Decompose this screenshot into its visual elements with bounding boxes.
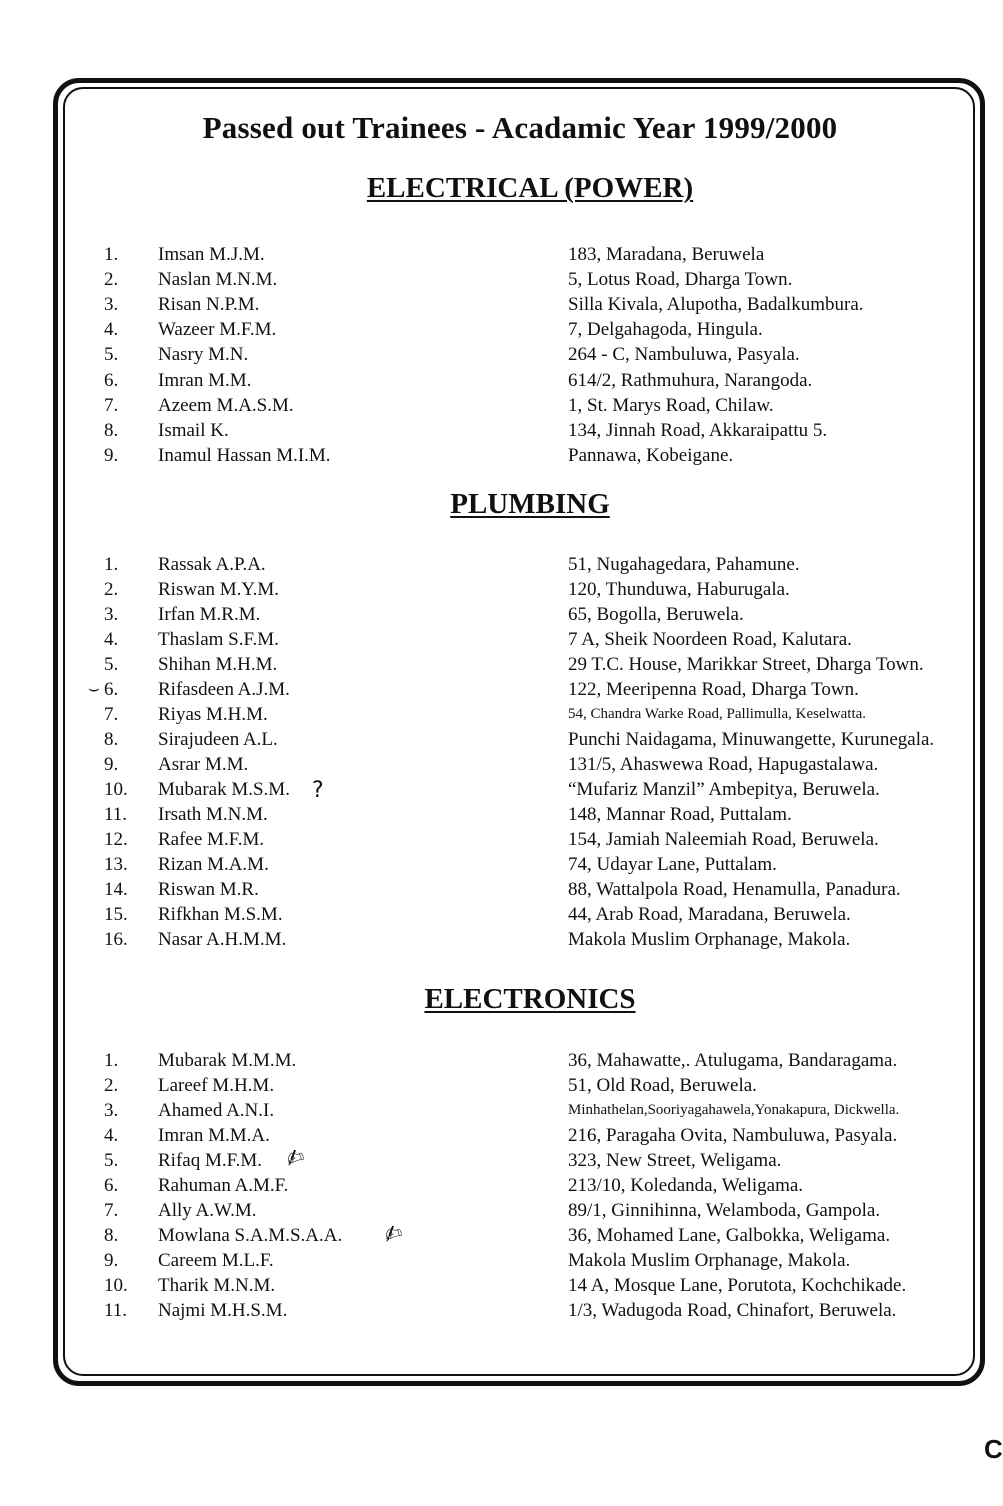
trainee-address: 54, Chandra Warke Road, Pallimulla, Keselwatta. xyxy=(568,706,867,722)
trainee-address: 264 - C, Nambuluwa, Pasyala. xyxy=(568,344,800,365)
row-number: 9. xyxy=(104,1250,119,1271)
row-number: 6. xyxy=(104,1175,119,1196)
trainee-address: 614/2, Rathmuhura, Narangoda. xyxy=(568,370,813,391)
row-number: 7. xyxy=(104,1200,119,1221)
row-number: 5. xyxy=(104,654,119,675)
trainee-name: Imsan M.J.M. xyxy=(158,244,265,265)
trainee-address: Minhathelan,Sooriyagahawela,Yonakapura, Dickwella. xyxy=(568,1102,900,1118)
trainee-address: 134, Jinnah Road, Akkaraipattu 5. xyxy=(568,420,828,441)
trainee-address: 89/1, Ginnihinna, Welamboda, Gampola. xyxy=(568,1200,881,1221)
row-number: 1. xyxy=(104,244,119,265)
trainee-address: 131/5, Ahaswewa Road, Hapugastalawa. xyxy=(568,754,879,775)
row-number: 3. xyxy=(104,1100,119,1121)
row-number: 5. xyxy=(104,1150,119,1171)
row-number: 4. xyxy=(104,629,119,650)
trainee-name: Ismail K. xyxy=(158,420,229,441)
trainee-row xyxy=(0,652,1000,677)
trainee-name: Wazeer M.F.M. xyxy=(158,319,277,340)
trainee-row xyxy=(0,852,1000,877)
trainee-address: 1/3, Wadugoda Road, Chinafort, Beruwela. xyxy=(568,1300,897,1321)
trainee-address: 65, Bogolla, Beruwela. xyxy=(568,604,744,625)
trainee-name: Mowlana S.A.M.S.A.A. xyxy=(158,1225,343,1246)
trainee-row xyxy=(0,777,1000,802)
trainee-row xyxy=(0,552,1000,577)
trainee-row xyxy=(0,418,1000,443)
trainee-name: Rifaq M.F.M. xyxy=(158,1150,263,1171)
trainee-row xyxy=(0,1298,1000,1323)
trainee-row xyxy=(0,802,1000,827)
trainee-row xyxy=(0,1173,1000,1198)
row-number: 4. xyxy=(104,319,119,340)
trainee-name: Rifasdeen A.J.M. xyxy=(158,679,290,700)
section-heading: ELECTRICAL (POWER) xyxy=(366,172,694,204)
trainee-row xyxy=(0,827,1000,852)
handwritten-scribble: ✍ xyxy=(282,1143,309,1174)
handwritten-scribble: ✍ xyxy=(380,1219,407,1250)
trainee-address: 5, Lotus Road, Dharga Town. xyxy=(568,269,793,290)
row-number: 10. xyxy=(104,1275,128,1296)
trainee-row xyxy=(0,1148,1000,1173)
row-number: 15. xyxy=(104,904,128,925)
document-title: Passed out Trainees - Acadamic Year 1999/2000 xyxy=(202,110,838,145)
trainee-row xyxy=(0,1248,1000,1273)
trainee-address: 7, Delgahagoda, Hingula. xyxy=(568,319,763,340)
trainee-row xyxy=(0,1048,1000,1073)
trainee-address: 120, Thunduwa, Haburugala. xyxy=(568,579,790,600)
trainee-address: 183, Maradana, Beruwela xyxy=(568,244,765,265)
trainee-row xyxy=(0,877,1000,902)
section-heading: PLUMBING xyxy=(450,488,610,520)
trainee-row xyxy=(0,1073,1000,1098)
trainee-row xyxy=(0,927,1000,952)
trainee-row xyxy=(0,727,1000,752)
trainee-row xyxy=(0,902,1000,927)
handwritten-question-mark: ? xyxy=(312,778,324,803)
trainee-address: 323, New Street, Weligama. xyxy=(568,1150,782,1171)
trainee-address: 44, Arab Road, Maradana, Beruwela. xyxy=(568,904,851,925)
row-number: 7. xyxy=(104,704,119,725)
trainee-row xyxy=(0,702,1000,727)
trainee-address: 1, St. Marys Road, Chilaw. xyxy=(568,395,774,416)
trainee-address: Makola Muslim Orphanage, Makola. xyxy=(568,1250,851,1271)
trainee-address: Punchi Naidagama, Minuwangette, Kurunegala. xyxy=(568,729,935,750)
row-number: 12. xyxy=(104,829,128,850)
trainee-name: Azeem M.A.S.M. xyxy=(158,395,294,416)
trainee-name: Najmi M.H.S.M. xyxy=(158,1300,288,1321)
trainee-name: Ahamed A.N.I. xyxy=(158,1100,275,1121)
handwritten-tick: ⌣ xyxy=(88,678,100,699)
trainee-name: Mubarak M.S.M. xyxy=(158,779,290,800)
trainee-address: 122, Meeripenna Road, Dharga Town. xyxy=(568,679,859,700)
trainee-row xyxy=(0,1198,1000,1223)
trainee-row xyxy=(0,577,1000,602)
trainee-name: Careem M.L.F. xyxy=(158,1250,274,1271)
row-number: 13. xyxy=(104,854,128,875)
trainee-name: Rifkhan M.S.M. xyxy=(158,904,283,925)
trainee-name: Mubarak M.M.M. xyxy=(158,1050,297,1071)
trainee-address: 29 T.C. House, Marikkar Street, Dharga Town. xyxy=(568,654,924,675)
trainee-row xyxy=(0,1098,1000,1123)
trainee-address: Silla Kivala, Alupotha, Badalkumbura. xyxy=(568,294,864,315)
trainee-name: Riswan M.R. xyxy=(158,879,259,900)
row-number: 11. xyxy=(104,804,128,825)
trainee-row xyxy=(0,393,1000,418)
trainee-name: Rafee M.F.M. xyxy=(158,829,265,850)
trainee-row xyxy=(0,627,1000,652)
trainee-address: 74, Udayar Lane, Puttalam. xyxy=(568,854,777,875)
row-number: 14. xyxy=(104,879,128,900)
trainee-row xyxy=(0,292,1000,317)
trainee-name: Rahuman A.M.F. xyxy=(158,1175,289,1196)
trainee-address: 216, Paragaha Ovita, Nambuluwa, Pasyala. xyxy=(568,1125,898,1146)
trainee-row xyxy=(0,342,1000,367)
trainee-name: Shihan M.H.M. xyxy=(158,654,278,675)
trainee-address: Makola Muslim Orphanage, Makola. xyxy=(568,929,851,950)
row-number: 2. xyxy=(104,269,119,290)
trainee-row xyxy=(0,1273,1000,1298)
trainee-name: Naslan M.N.M. xyxy=(158,269,278,290)
trainee-address: 213/10, Koledanda, Weligama. xyxy=(568,1175,804,1196)
trainee-address: 36, Mohamed Lane, Galbokka, Weligama. xyxy=(568,1225,891,1246)
trainee-name: Asrar M.M. xyxy=(158,754,249,775)
row-number: 6. xyxy=(104,679,119,700)
row-number: 1. xyxy=(104,554,119,575)
section-heading: ELECTRONICS xyxy=(424,983,636,1015)
trainee-name: Lareef M.H.M. xyxy=(158,1075,275,1096)
row-number: 3. xyxy=(104,604,119,625)
trainee-row xyxy=(0,368,1000,393)
trainee-name: Tharik M.N.M. xyxy=(158,1275,276,1296)
trainee-row xyxy=(0,242,1000,267)
row-number: 6. xyxy=(104,370,119,391)
row-number: 2. xyxy=(104,1075,119,1096)
trainee-name: Risan N.P.M. xyxy=(158,294,260,315)
trainee-name: Rassak A.P.A. xyxy=(158,554,266,575)
trainee-name: Irfan M.R.M. xyxy=(158,604,261,625)
trainee-name: Rizan M.A.M. xyxy=(158,854,269,875)
trainee-name: Imran M.M. xyxy=(158,370,252,391)
row-number: 10. xyxy=(104,779,128,800)
trainee-address: 51, Nugahagedara, Pahamune. xyxy=(568,554,800,575)
trainee-row xyxy=(0,267,1000,292)
row-number: 16. xyxy=(104,929,128,950)
row-number: 5. xyxy=(104,344,119,365)
trainee-row xyxy=(0,317,1000,342)
trainee-address: 14 A, Mosque Lane, Porutota, Kochchikade. xyxy=(568,1275,907,1296)
trainee-address: 88, Wattalpola Road, Henamulla, Panadura. xyxy=(568,879,901,900)
trainee-address: 148, Mannar Road, Puttalam. xyxy=(568,804,792,825)
trainee-address: 36, Mahawatte,. Atulugama, Bandaragama. xyxy=(568,1050,898,1071)
row-number: 11. xyxy=(104,1300,128,1321)
row-number: 3. xyxy=(104,294,119,315)
row-number: 8. xyxy=(104,1225,119,1246)
row-number: 8. xyxy=(104,420,119,441)
trainee-name: Riswan M.Y.M. xyxy=(158,579,280,600)
trainee-name: Ally A.W.M. xyxy=(158,1200,257,1221)
trainee-address: Pannawa, Kobeigane. xyxy=(568,445,734,466)
row-number: 4. xyxy=(104,1125,119,1146)
row-number: 9. xyxy=(104,754,119,775)
trainee-address: “Mufariz Manzil” Ambepitya, Beruwela. xyxy=(568,779,880,800)
trainee-address: 51, Old Road, Beruwela. xyxy=(568,1075,757,1096)
trainee-address: 7 A, Sheik Noordeen Road, Kalutara. xyxy=(568,629,852,650)
trainee-name: Sirajudeen A.L. xyxy=(158,729,278,750)
trainee-row xyxy=(0,443,1000,468)
row-number: 7. xyxy=(104,395,119,416)
trainee-row xyxy=(0,1123,1000,1148)
trainee-address: 154, Jamiah Naleemiah Road, Beruwela. xyxy=(568,829,879,850)
trainee-name: Nasar A.H.M.M. xyxy=(158,929,287,950)
trainee-name: Riyas M.H.M. xyxy=(158,704,268,725)
trainee-row xyxy=(0,677,1000,702)
trainee-name: Inamul Hassan M.I.M. xyxy=(158,445,331,466)
corner-mark: C xyxy=(984,1434,1003,1464)
row-number: 2. xyxy=(104,579,119,600)
trainee-name: Irsath M.N.M. xyxy=(158,804,268,825)
trainee-row xyxy=(0,602,1000,627)
trainee-row xyxy=(0,1223,1000,1248)
row-number: 1. xyxy=(104,1050,119,1071)
trainee-name: Nasry M.N. xyxy=(158,344,249,365)
row-number: 8. xyxy=(104,729,119,750)
trainee-name: Imran M.M.A. xyxy=(158,1125,270,1146)
trainee-name: Thaslam S.F.M. xyxy=(158,629,279,650)
row-number: 9. xyxy=(104,445,119,466)
trainee-row xyxy=(0,752,1000,777)
